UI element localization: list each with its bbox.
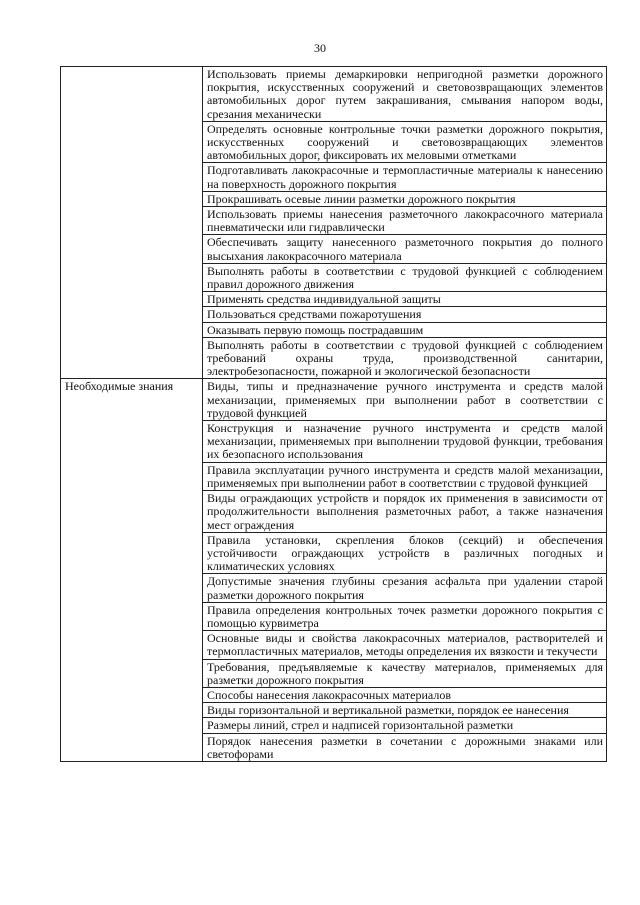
requirement-cell: Подготавливать лакокрасочные и термопластичные материалы к нанесению на поверхность дорожного покрытия: [203, 163, 607, 191]
requirement-cell: Способы нанесения лакокрасочных материалов: [203, 687, 607, 702]
requirement-cell: Требования, предъявляемые к качеству материалов, применяемых для разметки дорожного покрытия: [203, 659, 607, 687]
requirement-cell: Правила эксплуатации ручного инструмента и средств малой механизации, применяемых при выполнении работ в соответствии с трудовой функцией: [203, 462, 607, 490]
table-row: [61, 379, 607, 421]
requirement-cell: Виды горизонтальной и вертикальной разметки, порядок ее нанесения: [203, 703, 607, 718]
table-row: [61, 67, 607, 122]
requirement-cell: Оказывать первую помощь пострадавшим: [203, 322, 607, 337]
requirement-cell: Прокрашивать осевые линии разметки дорожного покрытия: [203, 191, 607, 206]
competency-table: [60, 66, 607, 762]
requirement-cell: Правила определения контрольных точек разметки дорожного покрытия с помощью курвиметра: [203, 602, 607, 630]
requirement-cell: Конструкция и назначение ручного инструмента и средств малой механизации, применяемых при выполнении трудовой функции, требования их безопасного использования: [203, 421, 607, 463]
requirement-cell: Определять основные контрольные точки разметки дорожного покрытия, искусственных сооружений и световозвращающих элементов автомобильных дорог, фиксировать их меловыми отметками: [203, 121, 607, 163]
requirement-cell: Выполнять работы в соответствии с трудовой функцией с соблюдением правил дорожного движения: [203, 263, 607, 291]
requirement-cell: Основные виды и свойства лакокрасочных материалов, растворителей и термопластичных материалов, методы определения их вязкости и текучести: [203, 631, 607, 659]
requirement-cell: Выполнять работы в соответствии с трудовой функцией с соблюдением требований охраны труда, производственной санитарии, электробезопасности, пожарной и экологической безопасности: [203, 337, 607, 379]
requirement-cell: Допустимые значения глубины срезания асфальта при удалении старой разметки дорожного покрытия: [203, 574, 607, 602]
row-group-label: Необходимые знания: [61, 379, 203, 761]
requirement-cell: Правила установки, скрепления блоков (секций) и обеспечения устойчивости ограждающих устройств в различных погодных и климатических условиях: [203, 532, 607, 574]
requirement-cell: Использовать приемы нанесения разметочного лакокрасочного материала пневматически или гидравлически: [203, 207, 607, 235]
requirement-cell: Размеры линий, стрел и надписей горизонтальной разметки: [203, 718, 607, 733]
page-number: 30: [314, 41, 326, 55]
requirement-cell: Виды, типы и предназначение ручного инструмента и средств малой механизации, применяемых при выполнении работ в соответствии с трудовой функцией: [203, 379, 607, 421]
requirement-cell: Виды ограждающих устройств и порядок их применения в зависимости от продолжительности выполнения разметочных работ, а также назначения мест ограждения: [203, 491, 607, 533]
requirement-cell: Пользоваться средствами пожаротушения: [203, 307, 607, 322]
requirement-cell: Использовать приемы демаркировки непригодной разметки дорожного покрытия, искусственных сооружений и световозвращающих элементов автомобильных дорог путем закрашивания, смывания напором воды, срезания механически: [203, 67, 607, 122]
requirement-cell: Применять средства индивидуальной защиты: [203, 292, 607, 307]
row-group-label: [61, 67, 203, 379]
requirement-cell: Обеспечивать защиту нанесенного разметочного покрытия до полного высыхания лакокрасочного материала: [203, 235, 607, 263]
requirement-cell: Порядок нанесения разметки в сочетании с дорожными знаками или светофорами: [203, 733, 607, 761]
